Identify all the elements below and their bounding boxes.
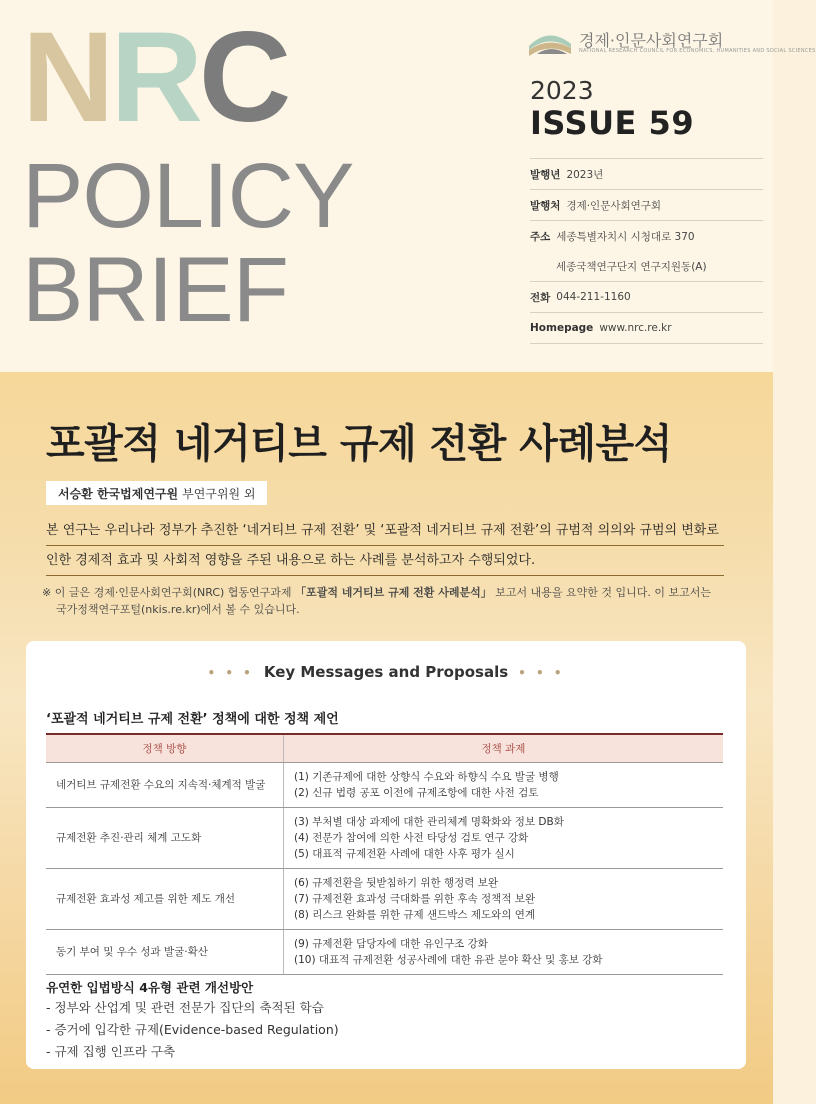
homepage-link[interactable]: www.nrc.re.kr [599,322,672,334]
author-badge [46,481,267,505]
logo-subtitle: NATIONAL RESEARCH COUNCIL FOR ECONOMICS, HUMANITIES AND SOCIAL SCIENCES [579,48,816,54]
improvement-title: 유연한 입법방식 4유형 관련 개선방안 [46,980,254,995]
tasks-cell: (3) 부처별 대상 과제에 대한 관리체계 명확화와 정보 DB화 (4) 전문가 참여에 의한 사전 타당성 검토 연구 강화 (5) 대표적 규제전환 사례에 대한 사후 평가 실시 [284,808,724,869]
key-messages-heading: • • • Key Messages and Proposals • • • [207,663,565,681]
table-row [46,869,723,930]
info-address-row: 주소 세종특별자치시 시청대로 370 [530,220,763,251]
table-row [46,930,723,975]
issue-number: ISSUE 59 [530,104,695,142]
project-title: 「포괄적 네거티브 규제 전환 사례분석」 [295,586,492,599]
policy-wordmark: POLICY [22,145,354,247]
tasks-cell: (6) 규제전환을 뒷받침하기 위한 행정력 보완 (7) 규제전환 효과성 극대화를 위한 후속 정책적 보완 (8) 리스크 완화를 위한 규제 샌드박스 제도와의 연계 [284,869,724,930]
source-note: ※ 이 글은 경제·인문사회연구회(NRC) 협동연구과제 「포괄적 네거티브 규제 전환 사례분석」 보고서 내용을 요약한 것 입니다. 이 보고서는 국가정책연구포털(nkis.re.kr)에서 볼 수 있습니다. [42,584,732,618]
list-item: - 정부와 산업계 및 관련 전문가 집단의 축적된 학습 [46,1000,324,1015]
table-row [46,763,723,808]
direction-cell: 규제전환 추진·관리 체계 고도화 [46,808,284,869]
list-item: - 규제 집행 인프라 구축 [46,1044,176,1059]
info-homepage-row: Homepage www.nrc.re.kr [530,312,763,344]
author-role: 부연구위원 외 [182,486,256,501]
direction-cell: 네거티브 규제전환 수요의 지속적·체계적 발굴 [46,763,284,808]
proposal-section-title: ‘포괄적 네거티브 규제 전환’ 정책에 대한 정책 제언 [46,712,339,727]
info-address-row-2: 세종국책연구단지 연구지원동(A) [556,260,707,273]
author-name: 서승환 한국법제연구원 [58,486,179,501]
direction-cell: 동기 부여 및 우수 성과 발굴·확산 [46,930,284,975]
column-header-direction: 정책 방향 [46,734,284,763]
info-year-row: 발행년 2023년 [530,158,763,189]
abstract-line: 본 연구는 우리나라 정부가 추진한 ‘네거티브 규제 전환’ 및 ‘포괄적 네거티브 규제 전환’의 규범적 의의와 규범의 변화로 [46,516,724,546]
abstract [46,516,724,576]
improvement-list [46,997,339,1063]
abstract-line: 인한 경제적 효과 및 사회적 영향을 주된 내용으로 하는 사례를 분석하고자 수행되었다. [46,546,724,576]
note-line-2: 국가정책연구포털(nkis.re.kr)에서 볼 수 있습니다. [56,603,300,616]
tasks-cell: (9) 규제전환 담당자에 대한 유인구조 강화 (10) 대표적 규제전환 성공사례에 대한 유관 분야 확산 및 홍보 강화 [284,930,724,975]
nrc-logo-icon [527,24,573,58]
policy-table [46,733,723,975]
info-phone-row: 전화 044-211-1160 [530,281,763,312]
nrc-wordmark: NRC [22,6,288,149]
issue-year: 2023 [530,76,594,105]
info-publisher-row: 발행처 경제·인문사회연구회 [530,189,763,220]
tasks-cell: (1) 기존규제에 대한 상향식 수요와 하향식 수요 발굴 병행 (2) 신규 법령 공포 이전에 규제조항에 대한 사전 검토 [284,763,724,808]
publication-info [530,158,763,344]
table-row [46,808,723,869]
list-item: - 증거에 입각한 규제(Evidence-based Regulation) [46,1022,339,1037]
key-messages-card [26,641,746,1069]
brief-wordmark: BRIEF [22,239,288,341]
direction-cell: 규제전환 효과성 제고를 위한 제도 개선 [46,869,284,930]
logo-name: 경제·인문사회연구회 [579,31,724,50]
column-header-tasks: 정책 과제 [284,734,724,763]
table-header-row [46,734,723,763]
article-title: 포괄적 네거티브 규제 전환 사례분석 [46,421,672,467]
nrc-logo [527,24,816,58]
